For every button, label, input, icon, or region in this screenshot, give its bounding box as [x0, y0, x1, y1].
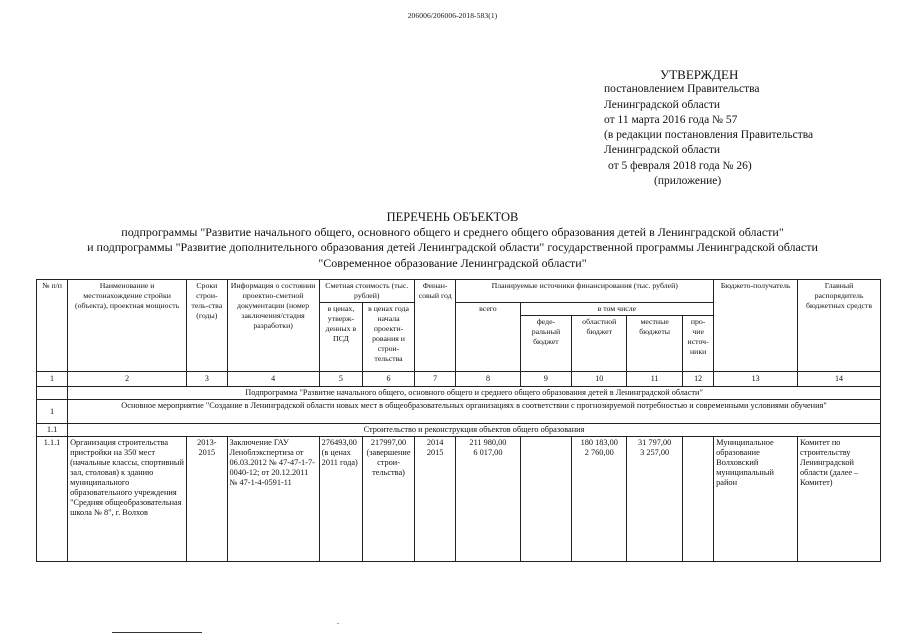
column-number: 11 [627, 372, 683, 387]
column-number: 14 [798, 372, 881, 387]
approval-line: Ленинградской области [604, 144, 721, 157]
header-terms: Сроки строи-тель-ства (годы) [187, 280, 227, 372]
header-total: всего [456, 303, 520, 372]
column-number: 12 [683, 372, 714, 387]
fin-year-value: 2015 [426, 448, 444, 457]
header-including: в том числе [520, 303, 714, 316]
header-cost: Сметная стоимость (тыс. рублей) [319, 280, 414, 303]
title-line: и подпрограммы "Развитие дополнительного образования детей Ленинградской области" государственной программы Ленинградской области [87, 240, 818, 255]
column-number: 10 [572, 372, 627, 387]
header-manager: Главный распорядитель бюджетных средств [798, 280, 881, 372]
column-number: 9 [520, 372, 572, 387]
object-recipient: Муниципальное образование Волховский муниципальный район [714, 437, 798, 562]
subprogram-num-cell [37, 387, 68, 400]
total-value: 6 017,00 [473, 448, 503, 457]
section-title: Строительство и реконструкция объектов общего образования [68, 424, 881, 437]
scan-speck: . [337, 617, 339, 626]
object-local [627, 437, 683, 562]
regional-value: 2 760,00 [584, 448, 614, 457]
header-cost-year: в ценах года начала проекти-рования и строи-тельства [363, 303, 415, 372]
approval-block [604, 67, 884, 189]
approval-line: постановлением Правительства [604, 83, 760, 96]
object-name: Организация строительства пристройки на 350 мест (начальные классы, спортивный зал, столовая) к зданию муниципального образовательного учреждения "Средняя общеобразовательная школа № 8", г. Волхов [68, 437, 187, 562]
objects-table [36, 279, 881, 562]
object-terms: 2013-2015 [187, 437, 227, 562]
column-number: 2 [68, 372, 187, 387]
header-regional: областной бюджет [572, 316, 627, 372]
object-docs: Заключение ГАУ Леноблэкспертиза от 06.03.2012 № 47-47-1-7-0040-12; от 20.12.2011 № 47-1-4-0591-11 [227, 437, 319, 562]
header-other: про-чие источ-ники [683, 316, 714, 372]
column-number: 8 [456, 372, 520, 387]
approval-title: УТВЕРЖДЕН [660, 67, 739, 82]
object-manager: Комитет по строительству Ленинградской области (далее – Комитет) [798, 437, 881, 562]
column-number: 6 [363, 372, 415, 387]
document-id: 206006/206006-2018-583(1) [407, 11, 498, 20]
approval-appendix: (приложение) [654, 175, 722, 188]
fin-year-value: 2014 [426, 438, 444, 447]
header-name: Наименование и местонахождение стройки (объекта), проектная мощность [68, 280, 187, 372]
local-value: 31 797,00 [638, 438, 672, 447]
approval-line: Ленинградской области [604, 98, 721, 111]
object-federal [520, 437, 572, 562]
header-federal: феде-ральный бюджет [520, 316, 572, 372]
header-num: № п/п [37, 280, 68, 372]
object-fin-years [414, 437, 455, 562]
column-number: 7 [414, 372, 455, 387]
approval-line: (в редакции постановления Правительства [604, 129, 814, 142]
footnote-rule [112, 632, 202, 633]
subprogram-title: Подпрограмма "Развитие начального общего, основного общего и среднего общего образования детей в Ленинградской области" [68, 387, 881, 400]
header-recipient: Бюджето-получатель [714, 280, 798, 372]
header-planned: Планируемые источники финансирования (тыс. рублей) [456, 280, 714, 303]
column-number: 4 [227, 372, 319, 387]
object-total [456, 437, 520, 562]
column-number: 13 [714, 372, 798, 387]
regional-value: 180 183,00 [580, 438, 618, 447]
header-docs: Информация о состоянии проектно-сметной документации (номер заключения/стадия разработки) [227, 280, 319, 372]
section-num: 1.1 [37, 424, 68, 437]
measure-num: 1 [37, 400, 68, 424]
object-other [683, 437, 714, 562]
title-line: подпрограммы "Развитие начального общего, основного общего и среднего общего образования детей в Ленинградской области" [121, 225, 784, 240]
title-heading: ПЕРЕЧЕНЬ ОБЪЕКТОВ [386, 210, 519, 224]
object-regional [572, 437, 627, 562]
column-number: 1 [37, 372, 68, 387]
column-number: 5 [319, 372, 362, 387]
object-cost-year: 217997,00 (завершение строительства) [363, 437, 415, 562]
column-number: 3 [187, 372, 227, 387]
header-fin-year: Финан-совый год [414, 280, 455, 372]
local-value: 3 257,00 [640, 448, 670, 457]
header-local: местные бюджеты [627, 316, 683, 372]
measure-title: Основное мероприятие "Создание в Ленинградской области новых мест в общеобразовательных организациях в соответствии с прогнозируемой потребностью и современными условиями обучения" [68, 400, 881, 424]
title-line: "Современное образование Ленинградской области" [318, 255, 587, 270]
total-value: 211 980,00 [469, 438, 507, 447]
object-num: 1.1.1 [37, 437, 68, 562]
document-title [0, 210, 905, 271]
object-cost-psd: 276493,00 (в ценах 2011 года) [319, 437, 362, 562]
approval-line: от 5 февраля 2018 года № 26) [608, 159, 752, 172]
header-cost-psd: в ценах, утверж-денных в ПСД [319, 303, 362, 372]
approval-line: от 11 марта 2016 года № 57 [604, 113, 738, 126]
